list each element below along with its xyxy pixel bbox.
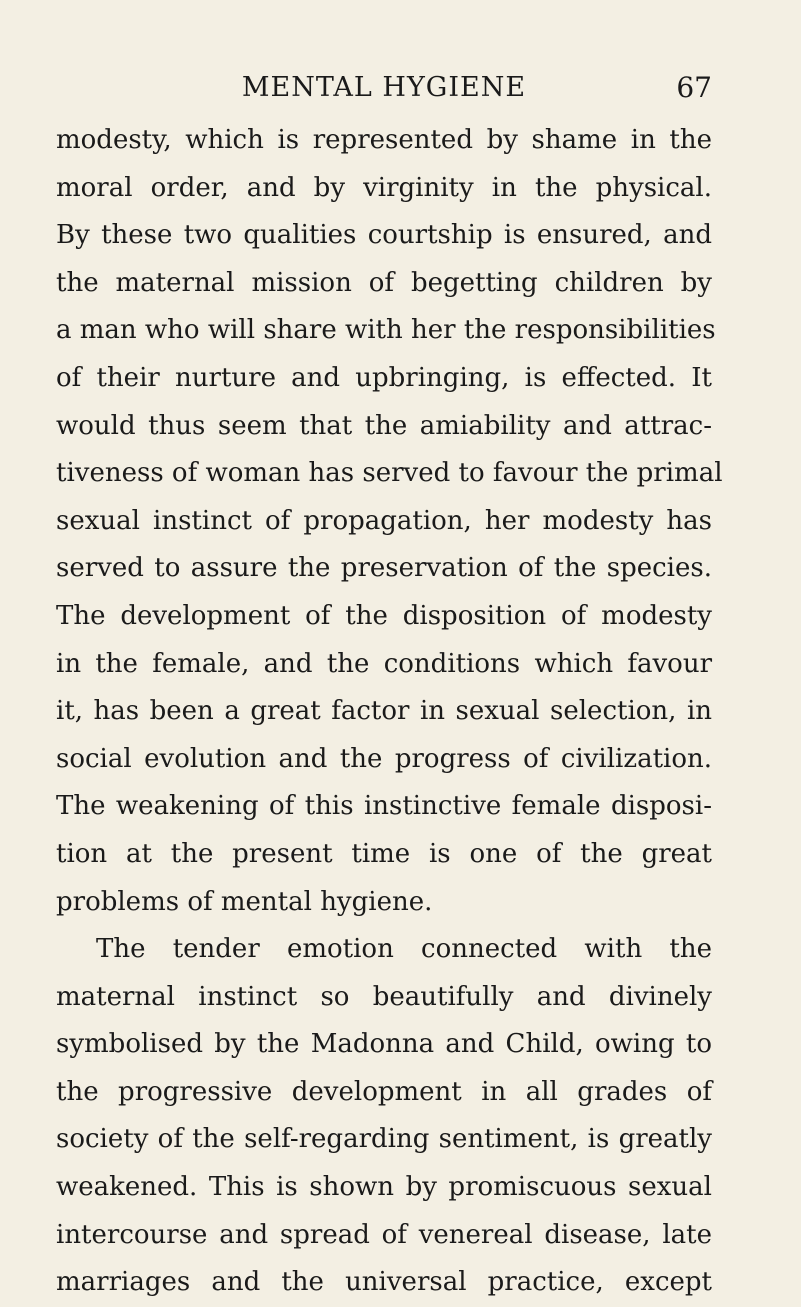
text-line: in the female, and the conditions which favour bbox=[56, 648, 712, 679]
text-line: weakened. This is shown by promiscuous sexual bbox=[56, 1172, 712, 1203]
body-text bbox=[56, 117, 723, 1307]
text-line: maternal instinct so beautifully and divinely bbox=[56, 981, 712, 1012]
text-line: The development of the disposition of modesty bbox=[56, 600, 712, 631]
text-line: would thus seem that the amiability and attrac- bbox=[56, 410, 712, 441]
text-line: served to assure the preservation of the species. bbox=[56, 553, 712, 584]
text-line: the maternal mission of begetting children by bbox=[56, 267, 712, 298]
text-line: tion at the present time is one of the great bbox=[56, 838, 712, 869]
text-line: society of the self-regarding sentiment, is greatly bbox=[56, 1124, 712, 1155]
running-title: MENTAL HYGIENE bbox=[241, 72, 527, 103]
text-line: problems of mental hygiene. bbox=[56, 886, 433, 917]
text-line: of their nurture and upbringing, is effected. It bbox=[56, 362, 712, 393]
text-line: tiveness of woman has served to favour the primal bbox=[56, 458, 723, 489]
text-line: sexual instinct of propagation, her modesty has bbox=[56, 505, 712, 536]
text-line: The tender emotion connected with the bbox=[96, 934, 712, 965]
text-line: a man who will share with her the responsibilities bbox=[56, 315, 716, 346]
text-line: modesty, which is represented by shame in the bbox=[56, 125, 712, 155]
text-line: By these two qualities courtship is ensured, and bbox=[56, 220, 712, 251]
text-line: The weakening of this instinctive female disposi- bbox=[56, 791, 712, 822]
text-line: the progressive development in all grades of bbox=[56, 1076, 712, 1107]
text-line: social evolution and the progress of civilization. bbox=[56, 743, 712, 774]
running-head bbox=[56, 70, 712, 106]
text-line: moral order, and by virginity in the physical. bbox=[56, 172, 712, 203]
text-line: symbolised by the Madonna and Child, owing to bbox=[56, 1029, 712, 1060]
text-line: intercourse and spread of venereal disease, late bbox=[56, 1219, 712, 1250]
page-number: 67 bbox=[676, 71, 712, 104]
text-line: marriages and the universal practice, except bbox=[56, 1267, 712, 1298]
text-line: it, has been a great factor in sexual selection, in bbox=[56, 696, 712, 727]
